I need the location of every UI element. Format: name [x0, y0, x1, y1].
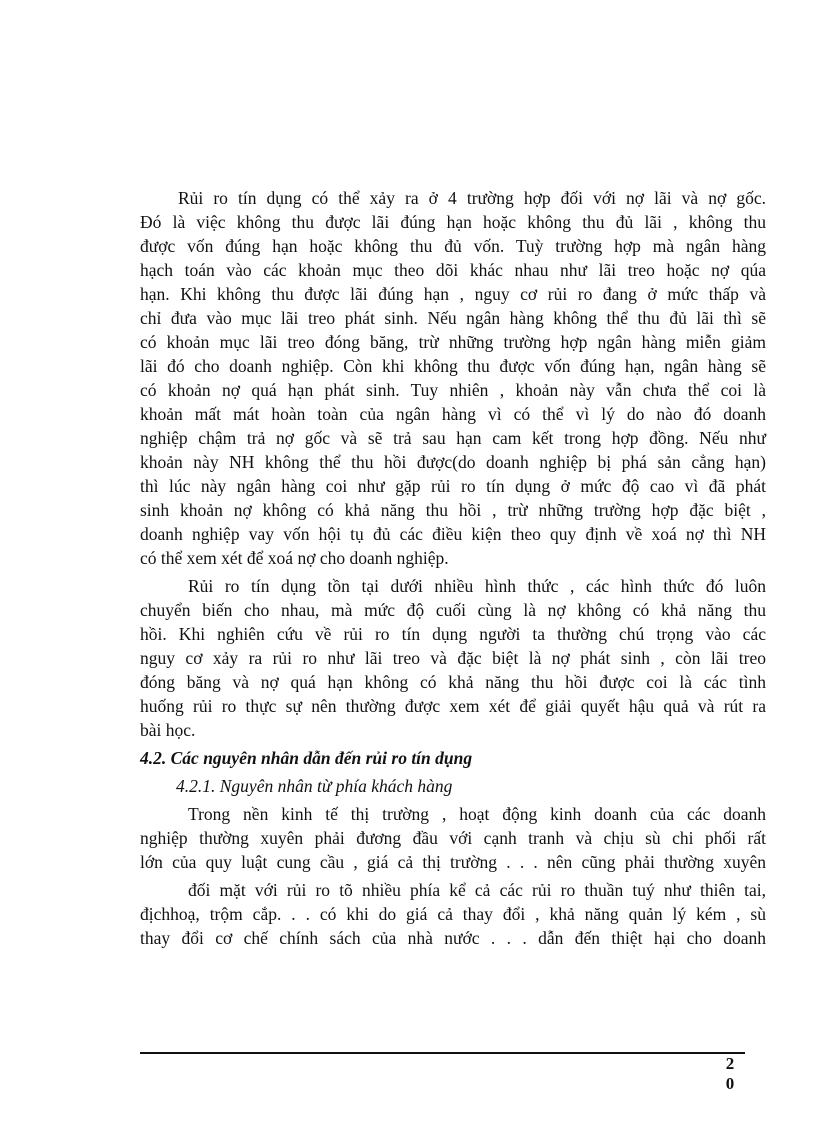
text-line: hạch toán vào các khoản mục theo dõi khác nhau như lãi treo hoặc nợ qúa [140, 260, 766, 280]
text-line: nguy cơ xảy ra rủi ro như lãi treo và đặc biệt là nợ phát sinh , còn lãi treo [140, 648, 766, 668]
text-line: có thể xem xét để xoá nợ cho doanh nghiệp. [140, 548, 449, 568]
text-line: doanh nghiệp vay vốn hội tụ đủ các điều kiện theo quy định về xoá nợ thì NH [140, 524, 766, 544]
text-line: đối mặt với rủi ro tõ nhiều phía kể cả các rủi ro thuần tuý như thiên tai, [188, 880, 766, 900]
text-line: lãi đó cho doanh nghiệp. Còn khi không thu được vốn đúng hạn, ngân hàng sẽ [140, 356, 766, 376]
text-line: hồi. Khi nghiên cứu về rủi ro tín dụng người ta thường chú trọng vào các [140, 624, 766, 644]
text-line: thì lúc này ngân hàng coi như gặp rủi ro tín dụng ở mức độ cao vì đã phát [140, 476, 766, 496]
text-line: bài học. [140, 720, 196, 740]
text-line: hạn. Khi không thu được lãi đúng hạn , nguy cơ rủi ro đang ở mức thấp và [140, 284, 766, 304]
text-line: Trong nền kinh tế thị trường , hoạt động kinh doanh của các doanh [188, 804, 766, 824]
text-line: chuyển biến cho nhau, mà mức độ cuối cùng là nợ không có khả năng thu [140, 600, 766, 620]
text-line: Đó là việc không thu được lãi đúng hạn hoặc không thu đủ lãi , không thu [140, 212, 766, 232]
text-line: đóng băng và nợ quá hạn không có khả năng thu hồi được coi là các tình [140, 672, 766, 692]
text-line: khoản mất mát hoàn toàn của ngân hàng vì có thể vì lý do nào đó doanh [140, 404, 766, 424]
text-line: nghiệp chậm trả nợ gốc và sẽ trả sau hạn cam kết trong hợp đồng. Nếu như [140, 428, 766, 448]
text-line: huống rủi ro thực sự nên thường được xem xét để giải quyết hậu quả và rút ra [140, 696, 766, 716]
section-heading: 4.2. Các nguyên nhân dẫn đến rủi ro tín dụng [140, 748, 473, 768]
text-line: Rủi ro tín dụng có thể xảy ra ở 4 trường hợp đối với nợ lãi và nợ gốc. [178, 188, 766, 208]
text-line: sinh khoản nợ không có khả năng thu hồi , trừ những trường hợp đặc biệt , [140, 500, 766, 520]
text-line: khoản này NH không thể thu hồi được(do doanh nghiệp bị phá sản cẳng hạn) [140, 452, 766, 472]
text-line: nghiệp thường xuyên phải đương đầu với cạnh tranh và chịu sù chi phối rất [140, 828, 766, 848]
page-number-digit-2: 0 [725, 1074, 735, 1093]
text-line: địchhoạ, trộm cắp. . . có khi do giá cả thay đổi , khả năng quản lý kém , sù [140, 904, 766, 924]
text-line: thay đổi cơ chế chính sách của nhà nước . . . dẫn đến thiệt hại cho doanh [140, 928, 766, 948]
text-line: được vốn đúng hạn hoặc không thu đủ vốn. Tuỳ trường hợp mà ngân hàng [140, 236, 766, 256]
text-line: có khoản nợ quá hạn phát sinh. Tuy nhiên , khoản này vẫn chưa thể coi là [140, 380, 766, 400]
text-line: Rủi ro tín dụng tồn tại dưới nhiều hình thức , các hình thức đó luôn [188, 576, 766, 596]
text-line: chỉ đưa vào mục lãi treo phát sinh. Nếu ngân hàng không thể thu đủ lãi thì sẽ [140, 308, 766, 328]
text-line: có khoản mục lãi treo đóng băng, trừ những trường hợp ngân hàng miễn giảm [140, 332, 766, 352]
subsection-heading: 4.2.1. Nguyên nhân từ phía khách hàng [176, 776, 453, 796]
text-line: lớn của quy luật cung cầu , giá cả thị trường . . . nên cũng phải thường xuyên [140, 852, 766, 872]
page-number-digit-1: 2 [725, 1054, 735, 1073]
footer-rule [140, 1052, 745, 1054]
